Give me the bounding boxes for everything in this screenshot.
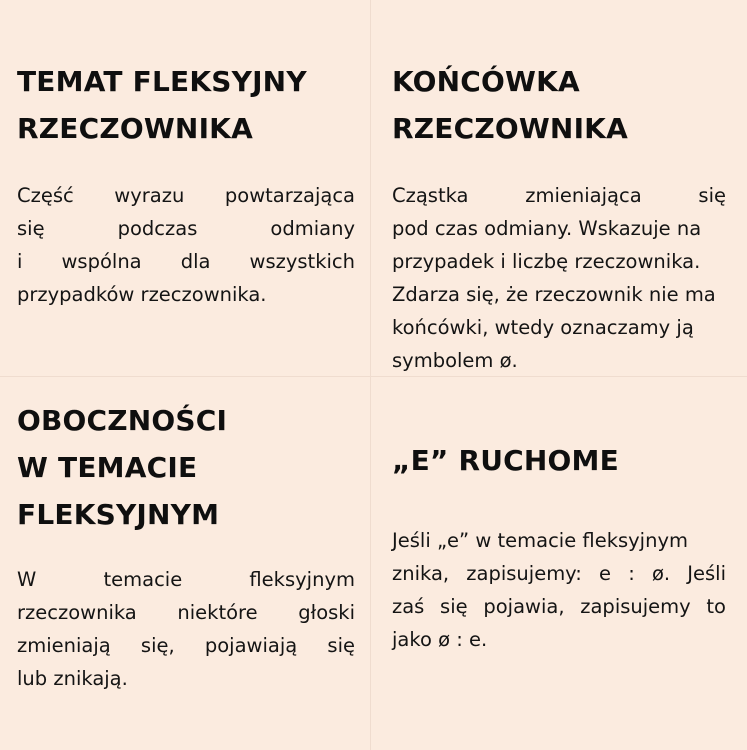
card-title-line: OBOCZNOŚCI bbox=[17, 404, 228, 437]
card-text-line: i wspólna dla wszystkich bbox=[17, 250, 355, 273]
card-title bbox=[17, 58, 355, 152]
card-flexional-stem bbox=[17, 58, 355, 311]
card-title bbox=[392, 58, 726, 152]
card-text-line: przypadek i liczbę rzeczownika. bbox=[392, 250, 701, 273]
card-text-line: zaś się pojawia, zapisujemy to bbox=[392, 595, 726, 618]
card-text-line: Część wyrazu powtarzająca bbox=[17, 184, 355, 207]
card-text-line: się podczas odmiany bbox=[17, 217, 355, 240]
card-mobile-e bbox=[392, 437, 726, 656]
card-text-line: znika, zapisujemy: e : ø. Jeśli bbox=[392, 562, 726, 585]
card-title-line: FLEKSYJNYM bbox=[17, 498, 220, 531]
card-title-line: „E” RUCHOME bbox=[392, 444, 619, 477]
card-text-line: lub znikają. bbox=[17, 667, 128, 690]
card-description bbox=[392, 524, 726, 656]
card-text-line: Cząstka zmieniająca się bbox=[392, 184, 726, 207]
card-text-line: zmieniają się, pojawiają się bbox=[17, 634, 355, 657]
card-text-line: pod czas odmiany. Wskazuje na bbox=[392, 217, 702, 240]
card-description bbox=[17, 563, 355, 695]
card-description bbox=[392, 179, 726, 377]
vertical-divider bbox=[370, 0, 371, 750]
card-text-line: Zdarza się, że rzeczownik nie ma bbox=[392, 283, 716, 306]
card-text-line: końcówki, wtedy oznaczamy ją bbox=[392, 316, 694, 339]
card-description bbox=[17, 179, 355, 311]
card-text-line: W temacie fleksyjnym bbox=[17, 568, 355, 591]
card-text-line: Jeśli „e” w temacie fleksyjnym bbox=[392, 529, 688, 552]
card-title bbox=[392, 437, 726, 484]
card-title bbox=[17, 397, 355, 538]
card-text-line: jako ø : e. bbox=[392, 628, 488, 651]
card-title-line: W TEMACIE bbox=[17, 451, 198, 484]
card-title-line: RZECZOWNIKA bbox=[392, 112, 628, 145]
card-title-line: TEMAT FLEKSYJNY bbox=[17, 65, 307, 98]
card-text-line: rzeczownika niektóre głoski bbox=[17, 601, 355, 624]
card-title-line: KOŃCÓWKA bbox=[392, 65, 580, 98]
card-alternations bbox=[17, 397, 355, 695]
card-text-line: symbolem ø. bbox=[392, 349, 518, 372]
card-text-line: przypadków rzeczownika. bbox=[17, 283, 267, 306]
card-title-line: RZECZOWNIKA bbox=[17, 112, 253, 145]
card-noun-ending bbox=[392, 58, 726, 377]
